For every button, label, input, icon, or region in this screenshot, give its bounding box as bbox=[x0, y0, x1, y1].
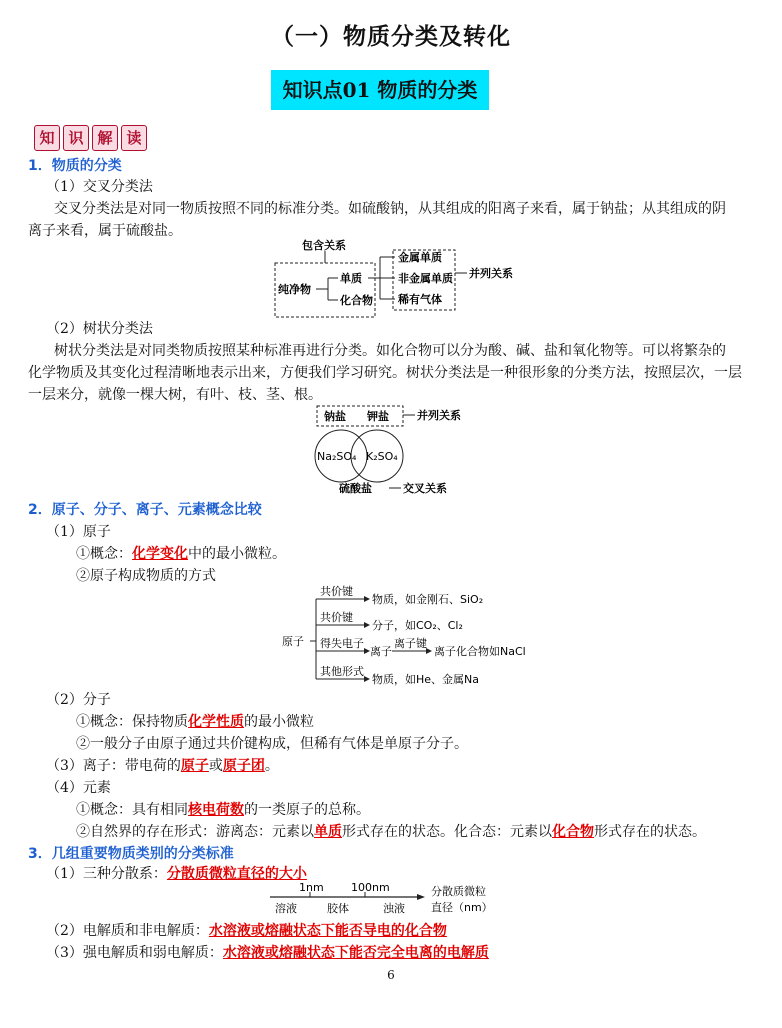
electrolyte-line bbox=[46, 920, 447, 942]
sub-heading: （2）树状分类法 bbox=[46, 321, 153, 337]
paragraph-line: 化学物质及其变化过程清晰地表示出来，方便我们学习研究。树状分类法是一种很形象的分类方法，按照层次，一层 bbox=[28, 365, 742, 381]
text: （3）离子：带电荷的 bbox=[46, 758, 181, 774]
scale-tick: 1nm bbox=[299, 882, 324, 894]
scale-region: 浊液 bbox=[383, 902, 405, 915]
scale-tick: 100nm bbox=[351, 882, 390, 894]
diagram-label: 离子键 bbox=[394, 637, 427, 650]
venn-diagram bbox=[305, 402, 465, 498]
diagram-label: 得失电子 bbox=[320, 637, 364, 650]
ion-line bbox=[46, 755, 279, 777]
sub-heading: （4）元素 bbox=[46, 780, 111, 796]
diagram-label: 离子化合物如NaCl bbox=[434, 645, 526, 658]
badge-char: 知 bbox=[34, 125, 60, 151]
key-term: 化学性质 bbox=[188, 714, 244, 730]
diagram-label: 稀有气体 bbox=[398, 293, 442, 306]
venn-label: 钠盐 bbox=[324, 410, 346, 423]
key-term: 水溶液或熔融状态下能否完全电离的电解质 bbox=[222, 945, 489, 961]
venn-label: 钾盐 bbox=[367, 410, 389, 423]
badge-char: 解 bbox=[92, 125, 118, 151]
text: （3）强电解质和弱电解质： bbox=[46, 945, 223, 961]
venn-label: Na₂SO₄ bbox=[317, 450, 357, 463]
atom-definition bbox=[76, 543, 286, 565]
section-1-heading: 1．物质的分类 bbox=[28, 158, 122, 174]
key-term: 化学变化 bbox=[132, 546, 188, 562]
venn-label: 并列关系 bbox=[417, 409, 461, 422]
key-term: 分散质微粒直径的大小 bbox=[166, 866, 307, 882]
diagram-label: 离子 bbox=[370, 645, 392, 658]
text: （1）三种分散系： bbox=[46, 866, 167, 882]
atom-composition-diagram bbox=[280, 585, 530, 690]
sub-heading: （1）交叉分类法 bbox=[46, 179, 153, 195]
diagram-label: 单质 bbox=[340, 272, 362, 285]
text: 形式存在的状态。 bbox=[594, 824, 706, 840]
diagram-label: 非金属单质 bbox=[398, 272, 453, 285]
dispersion-scale bbox=[265, 882, 515, 918]
sub-heading: （1）原子 bbox=[46, 524, 111, 540]
diagram-label: 分子，如CO₂、Cl₂ bbox=[372, 619, 463, 632]
diagram-label: 金属单质 bbox=[398, 251, 442, 264]
text: ①概念：保持物质 bbox=[76, 714, 188, 730]
text: 中的最小微粒。 bbox=[188, 546, 286, 562]
diagram-label: 纯净物 bbox=[278, 283, 311, 296]
diagram-label: 物质，如He、金属Na bbox=[372, 673, 480, 686]
strong-weak-electrolyte-line bbox=[46, 942, 489, 964]
scale-region: 胶体 bbox=[327, 902, 349, 915]
venn-label: 硫酸盐 bbox=[339, 482, 372, 495]
text: 或 bbox=[208, 758, 223, 774]
page-title: （一）物质分类及转化 bbox=[271, 23, 511, 50]
text: ①概念：具有相同 bbox=[76, 802, 188, 818]
text: （2）电解质和非电解质： bbox=[46, 923, 209, 939]
diagram-label: 共价键 bbox=[320, 611, 353, 624]
badge-char: 识 bbox=[63, 125, 89, 151]
paragraph-line: 一层来分，就像一棵大树，有叶、枝、茎、根。 bbox=[28, 387, 322, 403]
diagram-label: 化合物 bbox=[340, 294, 373, 307]
paragraph-line: 交叉分类法是对同一物质按照不同的标准分类。如硫酸钠，从其组成的阳离子来看，属于钠盐；从其组成的阴 bbox=[54, 201, 726, 217]
knowledge-point-banner: 知识点01 物质的分类 bbox=[271, 70, 489, 110]
page-number: 6 bbox=[387, 968, 395, 982]
venn-label: K₂SO₄ bbox=[366, 450, 398, 463]
key-term: 原子团 bbox=[222, 758, 265, 774]
key-term: 核电荷数 bbox=[188, 802, 244, 818]
key-term: 水溶液或熔融状态下能否导电的化合物 bbox=[208, 923, 447, 939]
scale-axis-label: 直径（nm） bbox=[431, 901, 493, 914]
paragraph-line: 离子来看，属于硫酸盐。 bbox=[28, 223, 182, 239]
diagram-label: 包含关系 bbox=[302, 239, 346, 252]
molecule-note: ②一般分子由原子通过共价键构成，但稀有气体是单原子分子。 bbox=[76, 736, 468, 752]
badge-char: 读 bbox=[121, 125, 147, 151]
scale-axis-label: 分散质微粒 bbox=[431, 885, 486, 898]
diagram-label: 其他形式 bbox=[320, 665, 364, 678]
atom-way: ②原子构成物质的方式 bbox=[76, 568, 216, 584]
molecule-definition bbox=[76, 711, 314, 733]
diagram-label: 并列关系 bbox=[469, 267, 513, 280]
element-forms bbox=[76, 821, 706, 843]
classification-diagram-1 bbox=[270, 238, 550, 318]
key-term: 原子 bbox=[180, 758, 209, 774]
knowledge-badge bbox=[34, 125, 147, 151]
section-3-heading: 3．几组重要物质类别的分类标准 bbox=[28, 846, 234, 862]
text: ①概念： bbox=[76, 546, 132, 562]
diagram-label: 原子 bbox=[282, 635, 304, 648]
element-definition bbox=[76, 799, 370, 821]
key-term: 单质 bbox=[314, 824, 342, 840]
text: 。 bbox=[264, 758, 279, 774]
text: 的最小微粒 bbox=[244, 714, 314, 730]
scale-region: 溶液 bbox=[275, 902, 297, 915]
key-term: 化合物 bbox=[552, 824, 594, 840]
paragraph-line: 树状分类法是对同类物质按照某种标准再进行分类。如化合物可以分为酸、碱、盐和氧化物等。可以将繁杂的 bbox=[54, 343, 726, 359]
text: ②自然界的存在形式：游离态：元素以 bbox=[76, 824, 314, 840]
diagram-label: 物质，如金刚石、SiO₂ bbox=[372, 593, 484, 606]
diagram-label: 共价键 bbox=[320, 585, 353, 598]
text: 的一类原子的总称。 bbox=[244, 802, 370, 818]
text: 形式存在的状态。化合态：元素以 bbox=[342, 824, 552, 840]
section-2-heading: 2．原子、分子、离子、元素概念比较 bbox=[28, 502, 262, 518]
sub-heading: （2）分子 bbox=[46, 692, 111, 708]
venn-label: 交叉关系 bbox=[403, 482, 447, 495]
